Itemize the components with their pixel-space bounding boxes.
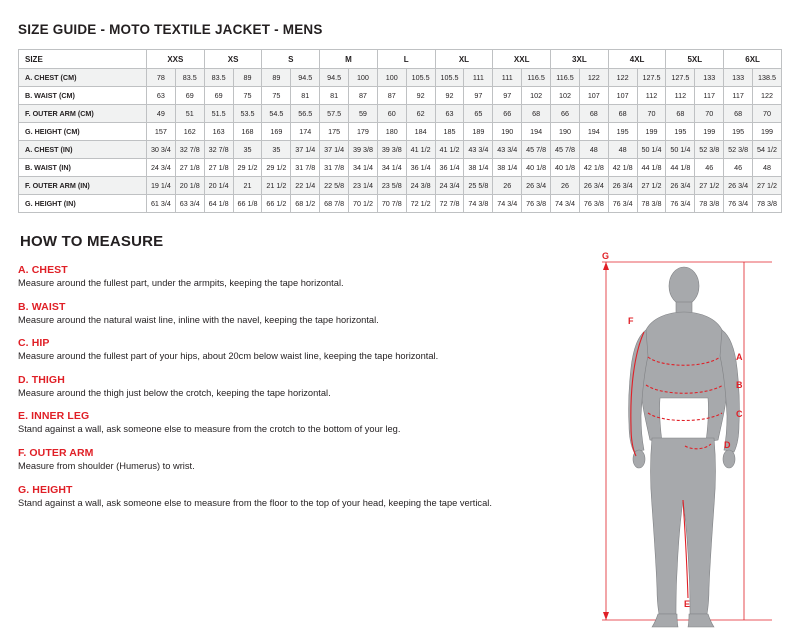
header-cell-size: SIZE bbox=[19, 50, 147, 69]
table-cell: 112 bbox=[666, 87, 695, 105]
table-cell: 36 1/4 bbox=[435, 159, 464, 177]
table-cell: 29 1/2 bbox=[262, 159, 291, 177]
table-cell: 46 bbox=[724, 159, 753, 177]
table-cell: 74 3/4 bbox=[493, 195, 522, 213]
table-cell: 127.5 bbox=[637, 69, 666, 87]
table-cell: 26 3/4 bbox=[608, 177, 637, 195]
table-cell: 72 1/2 bbox=[406, 195, 435, 213]
table-cell: 35 bbox=[233, 141, 262, 159]
table-cell: 78 3/8 bbox=[695, 195, 724, 213]
label-d: D bbox=[724, 440, 731, 450]
how-to-measure-list bbox=[18, 264, 608, 509]
table-cell: 50 1/4 bbox=[666, 141, 695, 159]
table-cell: 48 bbox=[608, 141, 637, 159]
measure-item bbox=[18, 484, 608, 510]
table-cell: 102 bbox=[551, 87, 580, 105]
table-cell: 64 1/8 bbox=[204, 195, 233, 213]
table-cell: 54.5 bbox=[262, 105, 291, 123]
table-cell: 75 bbox=[262, 87, 291, 105]
table-cell: 97 bbox=[493, 87, 522, 105]
table-cell: 87 bbox=[349, 87, 378, 105]
table-cell: 195 bbox=[724, 123, 753, 141]
table-cell: 180 bbox=[377, 123, 406, 141]
measure-item-text: Measure from shoulder (Humerus) to wrist. bbox=[18, 461, 195, 472]
table-cell: 133 bbox=[695, 69, 724, 87]
table-cell: 39 3/8 bbox=[377, 141, 406, 159]
measure-item-title: A. CHEST bbox=[18, 264, 68, 276]
table-cell: 63 bbox=[147, 87, 176, 105]
page-title bbox=[18, 22, 782, 37]
table-cell: 26 3/4 bbox=[579, 177, 608, 195]
table-cell: 199 bbox=[637, 123, 666, 141]
table-cell: 34 1/4 bbox=[349, 159, 378, 177]
table-cell: 74 3/8 bbox=[464, 195, 493, 213]
table-cell: 36 1/4 bbox=[406, 159, 435, 177]
table-row bbox=[19, 141, 782, 159]
table-cell: 20 1/4 bbox=[204, 177, 233, 195]
table-cell: 122 bbox=[753, 87, 782, 105]
header-cell-4xl: 4XL bbox=[608, 50, 666, 69]
table-cell: 65 bbox=[464, 105, 493, 123]
size-chart-table bbox=[18, 49, 782, 213]
table-cell: 92 bbox=[435, 87, 464, 105]
table-cell: 31 7/8 bbox=[291, 159, 320, 177]
table-cell: 194 bbox=[522, 123, 551, 141]
measure-item bbox=[18, 301, 608, 327]
header-cell-l: L bbox=[377, 50, 435, 69]
measure-item-title: F. OUTER ARM bbox=[18, 447, 94, 460]
table-cell: 199 bbox=[753, 123, 782, 141]
table-header-row bbox=[19, 50, 782, 69]
table-cell: 27 1/2 bbox=[695, 177, 724, 195]
table-cell: 185 bbox=[435, 123, 464, 141]
table-cell: 63 bbox=[435, 105, 464, 123]
table-cell: 32 7/8 bbox=[204, 141, 233, 159]
table-body bbox=[19, 69, 782, 213]
table-cell: 74 3/4 bbox=[551, 195, 580, 213]
table-cell: 54 1/2 bbox=[753, 141, 782, 159]
table-row bbox=[19, 195, 782, 213]
table-cell: 68 bbox=[724, 105, 753, 123]
measure-item-text: Stand against a wall, ask someone else to measure from the floor to the top of your head, keeping the tape vertical. bbox=[18, 497, 492, 508]
label-f: F bbox=[628, 316, 634, 326]
header-cell-xs: XS bbox=[204, 50, 262, 69]
table-cell: 27 1/8 bbox=[175, 159, 204, 177]
table-cell: 184 bbox=[406, 123, 435, 141]
table-cell: 76 3/4 bbox=[608, 195, 637, 213]
table-cell: 116.5 bbox=[522, 69, 551, 87]
table-cell: 23 5/8 bbox=[377, 177, 406, 195]
measure-item-title: E. INNER LEG bbox=[18, 410, 90, 423]
measure-item-title: C. HIP bbox=[18, 337, 50, 350]
table-row bbox=[19, 177, 782, 195]
table-cell: 40 1/8 bbox=[522, 159, 551, 177]
header-cell-xxl: XXL bbox=[493, 50, 551, 69]
table-cell: 94.5 bbox=[320, 69, 349, 87]
table-row bbox=[19, 105, 782, 123]
table-cell: 37 1/4 bbox=[320, 141, 349, 159]
measure-item bbox=[18, 410, 608, 436]
table-cell: 60 bbox=[377, 105, 406, 123]
table-cell: 70 bbox=[695, 105, 724, 123]
table-cell: 92 bbox=[406, 87, 435, 105]
table-cell: 29 1/2 bbox=[233, 159, 262, 177]
table-cell: 68 7/8 bbox=[320, 195, 349, 213]
table-cell: 68 bbox=[666, 105, 695, 123]
table-cell: 59 bbox=[349, 105, 378, 123]
measure-item-text: Measure around the fullest part, under the armpits, keeping the tape horizontal. bbox=[18, 278, 344, 288]
measure-item bbox=[18, 337, 608, 363]
table-cell: 76 3/4 bbox=[724, 195, 753, 213]
table-cell: 50 1/4 bbox=[637, 141, 666, 159]
table-cell: 52 3/8 bbox=[695, 141, 724, 159]
table-cell: 20 1/8 bbox=[175, 177, 204, 195]
header-cell-s: S bbox=[262, 50, 320, 69]
table-cell: 81 bbox=[320, 87, 349, 105]
table-cell: 66 bbox=[551, 105, 580, 123]
table-cell: 117 bbox=[724, 87, 753, 105]
table-cell: 48 bbox=[579, 141, 608, 159]
table-cell: 68 bbox=[579, 105, 608, 123]
table-cell: 69 bbox=[204, 87, 233, 105]
table-cell: 26 3/4 bbox=[724, 177, 753, 195]
table-cell: 22 1/4 bbox=[291, 177, 320, 195]
table-cell: 51 bbox=[175, 105, 204, 123]
row-label: B. WAIST (IN) bbox=[19, 159, 147, 177]
measure-item-title: D. THIGH bbox=[18, 373, 65, 386]
table-cell: 43 3/4 bbox=[464, 141, 493, 159]
table-cell: 22 5/8 bbox=[320, 177, 349, 195]
table-cell: 42 1/8 bbox=[608, 159, 637, 177]
table-cell: 52 3/8 bbox=[724, 141, 753, 159]
measure-item-text: Measure around the fullest part of your hips, about 20cm below waist line, keeping the tape horizontal. bbox=[18, 351, 439, 362]
table-cell: 68 1/2 bbox=[291, 195, 320, 213]
table-cell: 38 1/4 bbox=[464, 159, 493, 177]
table-cell: 190 bbox=[551, 123, 580, 141]
table-cell: 70 1/2 bbox=[349, 195, 378, 213]
table-cell: 162 bbox=[175, 123, 204, 141]
label-b: B bbox=[736, 380, 743, 390]
table-cell: 76 3/8 bbox=[579, 195, 608, 213]
table-cell: 116.5 bbox=[551, 69, 580, 87]
table-cell: 24 3/4 bbox=[435, 177, 464, 195]
table-cell: 174 bbox=[291, 123, 320, 141]
table-cell: 76 3/8 bbox=[522, 195, 551, 213]
table-cell: 46 bbox=[695, 159, 724, 177]
table-cell: 37 1/4 bbox=[291, 141, 320, 159]
table-cell: 68 bbox=[522, 105, 551, 123]
table-cell: 133 bbox=[724, 69, 753, 87]
table-row bbox=[19, 69, 782, 87]
table-cell: 66 1/8 bbox=[233, 195, 262, 213]
table-cell: 35 bbox=[262, 141, 291, 159]
header-cell-6xl: 6XL bbox=[724, 50, 782, 69]
table-row bbox=[19, 87, 782, 105]
row-label: F. OUTER ARM (IN) bbox=[19, 177, 147, 195]
measure-item-text: Measure around the natural waist line, inline with the navel, keeping the tape horizontal. bbox=[18, 314, 379, 325]
table-cell: 100 bbox=[349, 69, 378, 87]
label-g: G bbox=[602, 251, 610, 261]
table-cell: 189 bbox=[464, 123, 493, 141]
table-cell: 34 1/4 bbox=[377, 159, 406, 177]
table-cell: 107 bbox=[608, 87, 637, 105]
row-label: B. WAIST (CM) bbox=[19, 87, 147, 105]
page-title-text: SIZE GUIDE - MOTO TEXTILE JACKET - MENS bbox=[18, 22, 323, 37]
table-cell: 41 1/2 bbox=[406, 141, 435, 159]
table-cell: 89 bbox=[262, 69, 291, 87]
table-cell: 122 bbox=[608, 69, 637, 87]
table-cell: 30 3/4 bbox=[147, 141, 176, 159]
measure-item-title: G. HEIGHT bbox=[18, 483, 73, 496]
table-cell: 45 7/8 bbox=[551, 141, 580, 159]
table-cell: 138.5 bbox=[753, 69, 782, 87]
table-cell: 111 bbox=[493, 69, 522, 87]
table-cell: 26 3/4 bbox=[522, 177, 551, 195]
table-cell: 102 bbox=[522, 87, 551, 105]
table-cell: 53.5 bbox=[233, 105, 262, 123]
table-cell: 97 bbox=[464, 87, 493, 105]
table-cell: 112 bbox=[637, 87, 666, 105]
measure-item bbox=[18, 374, 608, 400]
row-label: A. CHEST (CM) bbox=[19, 69, 147, 87]
table-cell: 26 bbox=[551, 177, 580, 195]
measure-item-text: Measure around the thigh just below the crotch, keeping the tape horizontal. bbox=[18, 387, 331, 398]
row-label: F. OUTER ARM (CM) bbox=[19, 105, 147, 123]
measure-item bbox=[18, 264, 608, 290]
table-cell: 27 1/2 bbox=[753, 177, 782, 195]
table-cell: 69 bbox=[175, 87, 204, 105]
header-cell-m: M bbox=[320, 50, 378, 69]
table-cell: 21 bbox=[233, 177, 262, 195]
table-cell: 72 7/8 bbox=[435, 195, 464, 213]
table-cell: 45 7/8 bbox=[522, 141, 551, 159]
header-cell-xxs: XXS bbox=[147, 50, 205, 69]
table-cell: 195 bbox=[608, 123, 637, 141]
table-cell: 83.5 bbox=[175, 69, 204, 87]
table-cell: 194 bbox=[579, 123, 608, 141]
measure-item-title: B. WAIST bbox=[18, 300, 66, 313]
table-cell: 32 7/8 bbox=[175, 141, 204, 159]
table-cell: 169 bbox=[262, 123, 291, 141]
how-to-measure-heading: HOW TO MEASURE bbox=[20, 233, 164, 250]
header-cell-3xl: 3XL bbox=[551, 50, 609, 69]
table-cell: 42 1/8 bbox=[579, 159, 608, 177]
table-cell: 199 bbox=[695, 123, 724, 141]
table-cell: 40 1/8 bbox=[551, 159, 580, 177]
table-cell: 61 3/4 bbox=[147, 195, 176, 213]
table-cell: 19 1/4 bbox=[147, 177, 176, 195]
table-cell: 24 3/8 bbox=[406, 177, 435, 195]
table-cell: 107 bbox=[579, 87, 608, 105]
table-cell: 27 1/2 bbox=[637, 177, 666, 195]
table-row bbox=[19, 123, 782, 141]
table-cell: 105.5 bbox=[406, 69, 435, 87]
table-cell: 87 bbox=[377, 87, 406, 105]
table-cell: 57.5 bbox=[320, 105, 349, 123]
table-cell: 44 1/8 bbox=[666, 159, 695, 177]
table-cell: 78 3/8 bbox=[753, 195, 782, 213]
table-cell: 41 1/2 bbox=[435, 141, 464, 159]
table-cell: 66 bbox=[493, 105, 522, 123]
row-label: G. HEIGHT (CM) bbox=[19, 123, 147, 141]
table-cell: 75 bbox=[233, 87, 262, 105]
table-cell: 81 bbox=[291, 87, 320, 105]
table-cell: 195 bbox=[666, 123, 695, 141]
table-cell: 21 1/2 bbox=[262, 177, 291, 195]
table-cell: 23 1/4 bbox=[349, 177, 378, 195]
body-diagram bbox=[584, 250, 784, 632]
table-cell: 175 bbox=[320, 123, 349, 141]
header-cell-5xl: 5XL bbox=[666, 50, 724, 69]
table-cell: 70 7/8 bbox=[377, 195, 406, 213]
row-label: G. HEIGHT (IN) bbox=[19, 195, 147, 213]
table-cell: 56.5 bbox=[291, 105, 320, 123]
table-cell: 26 3/4 bbox=[666, 177, 695, 195]
table-cell: 43 3/4 bbox=[493, 141, 522, 159]
label-a: A bbox=[736, 352, 743, 362]
table-row bbox=[19, 159, 782, 177]
table-cell: 39 3/8 bbox=[349, 141, 378, 159]
table-cell: 190 bbox=[493, 123, 522, 141]
table-cell: 83.5 bbox=[204, 69, 233, 87]
table-cell: 48 bbox=[753, 159, 782, 177]
table-cell: 179 bbox=[349, 123, 378, 141]
table-cell: 117 bbox=[695, 87, 724, 105]
table-cell: 157 bbox=[147, 123, 176, 141]
table-cell: 122 bbox=[579, 69, 608, 87]
table-cell: 127.5 bbox=[666, 69, 695, 87]
table-cell: 70 bbox=[753, 105, 782, 123]
label-e: E bbox=[684, 599, 691, 609]
table-cell: 168 bbox=[233, 123, 262, 141]
table-cell: 100 bbox=[377, 69, 406, 87]
table-cell: 49 bbox=[147, 105, 176, 123]
header-cell-xl: XL bbox=[435, 50, 493, 69]
table-cell: 31 7/8 bbox=[320, 159, 349, 177]
table-cell: 105.5 bbox=[435, 69, 464, 87]
table-cell: 44 1/8 bbox=[637, 159, 666, 177]
row-label: A. CHEST (IN) bbox=[19, 141, 147, 159]
table-cell: 63 3/4 bbox=[175, 195, 204, 213]
table-cell: 89 bbox=[233, 69, 262, 87]
measure-item-text: Stand against a wall, ask someone else to measure from the crotch to the bottom of your leg. bbox=[18, 424, 401, 435]
table-cell: 26 bbox=[493, 177, 522, 195]
table-cell: 66 1/2 bbox=[262, 195, 291, 213]
table-cell: 78 bbox=[147, 69, 176, 87]
table-cell: 76 3/4 bbox=[666, 195, 695, 213]
table-cell: 62 bbox=[406, 105, 435, 123]
table-cell: 111 bbox=[464, 69, 493, 87]
table-cell: 27 1/8 bbox=[204, 159, 233, 177]
table-cell: 70 bbox=[637, 105, 666, 123]
table-cell: 25 5/8 bbox=[464, 177, 493, 195]
table-cell: 51.5 bbox=[204, 105, 233, 123]
table-cell: 94.5 bbox=[291, 69, 320, 87]
table-cell: 163 bbox=[204, 123, 233, 141]
measure-item bbox=[18, 447, 608, 473]
table-cell: 38 1/4 bbox=[493, 159, 522, 177]
label-c: C bbox=[736, 409, 743, 419]
table-cell: 68 bbox=[608, 105, 637, 123]
table-cell: 78 3/8 bbox=[637, 195, 666, 213]
table-cell: 24 3/4 bbox=[147, 159, 176, 177]
